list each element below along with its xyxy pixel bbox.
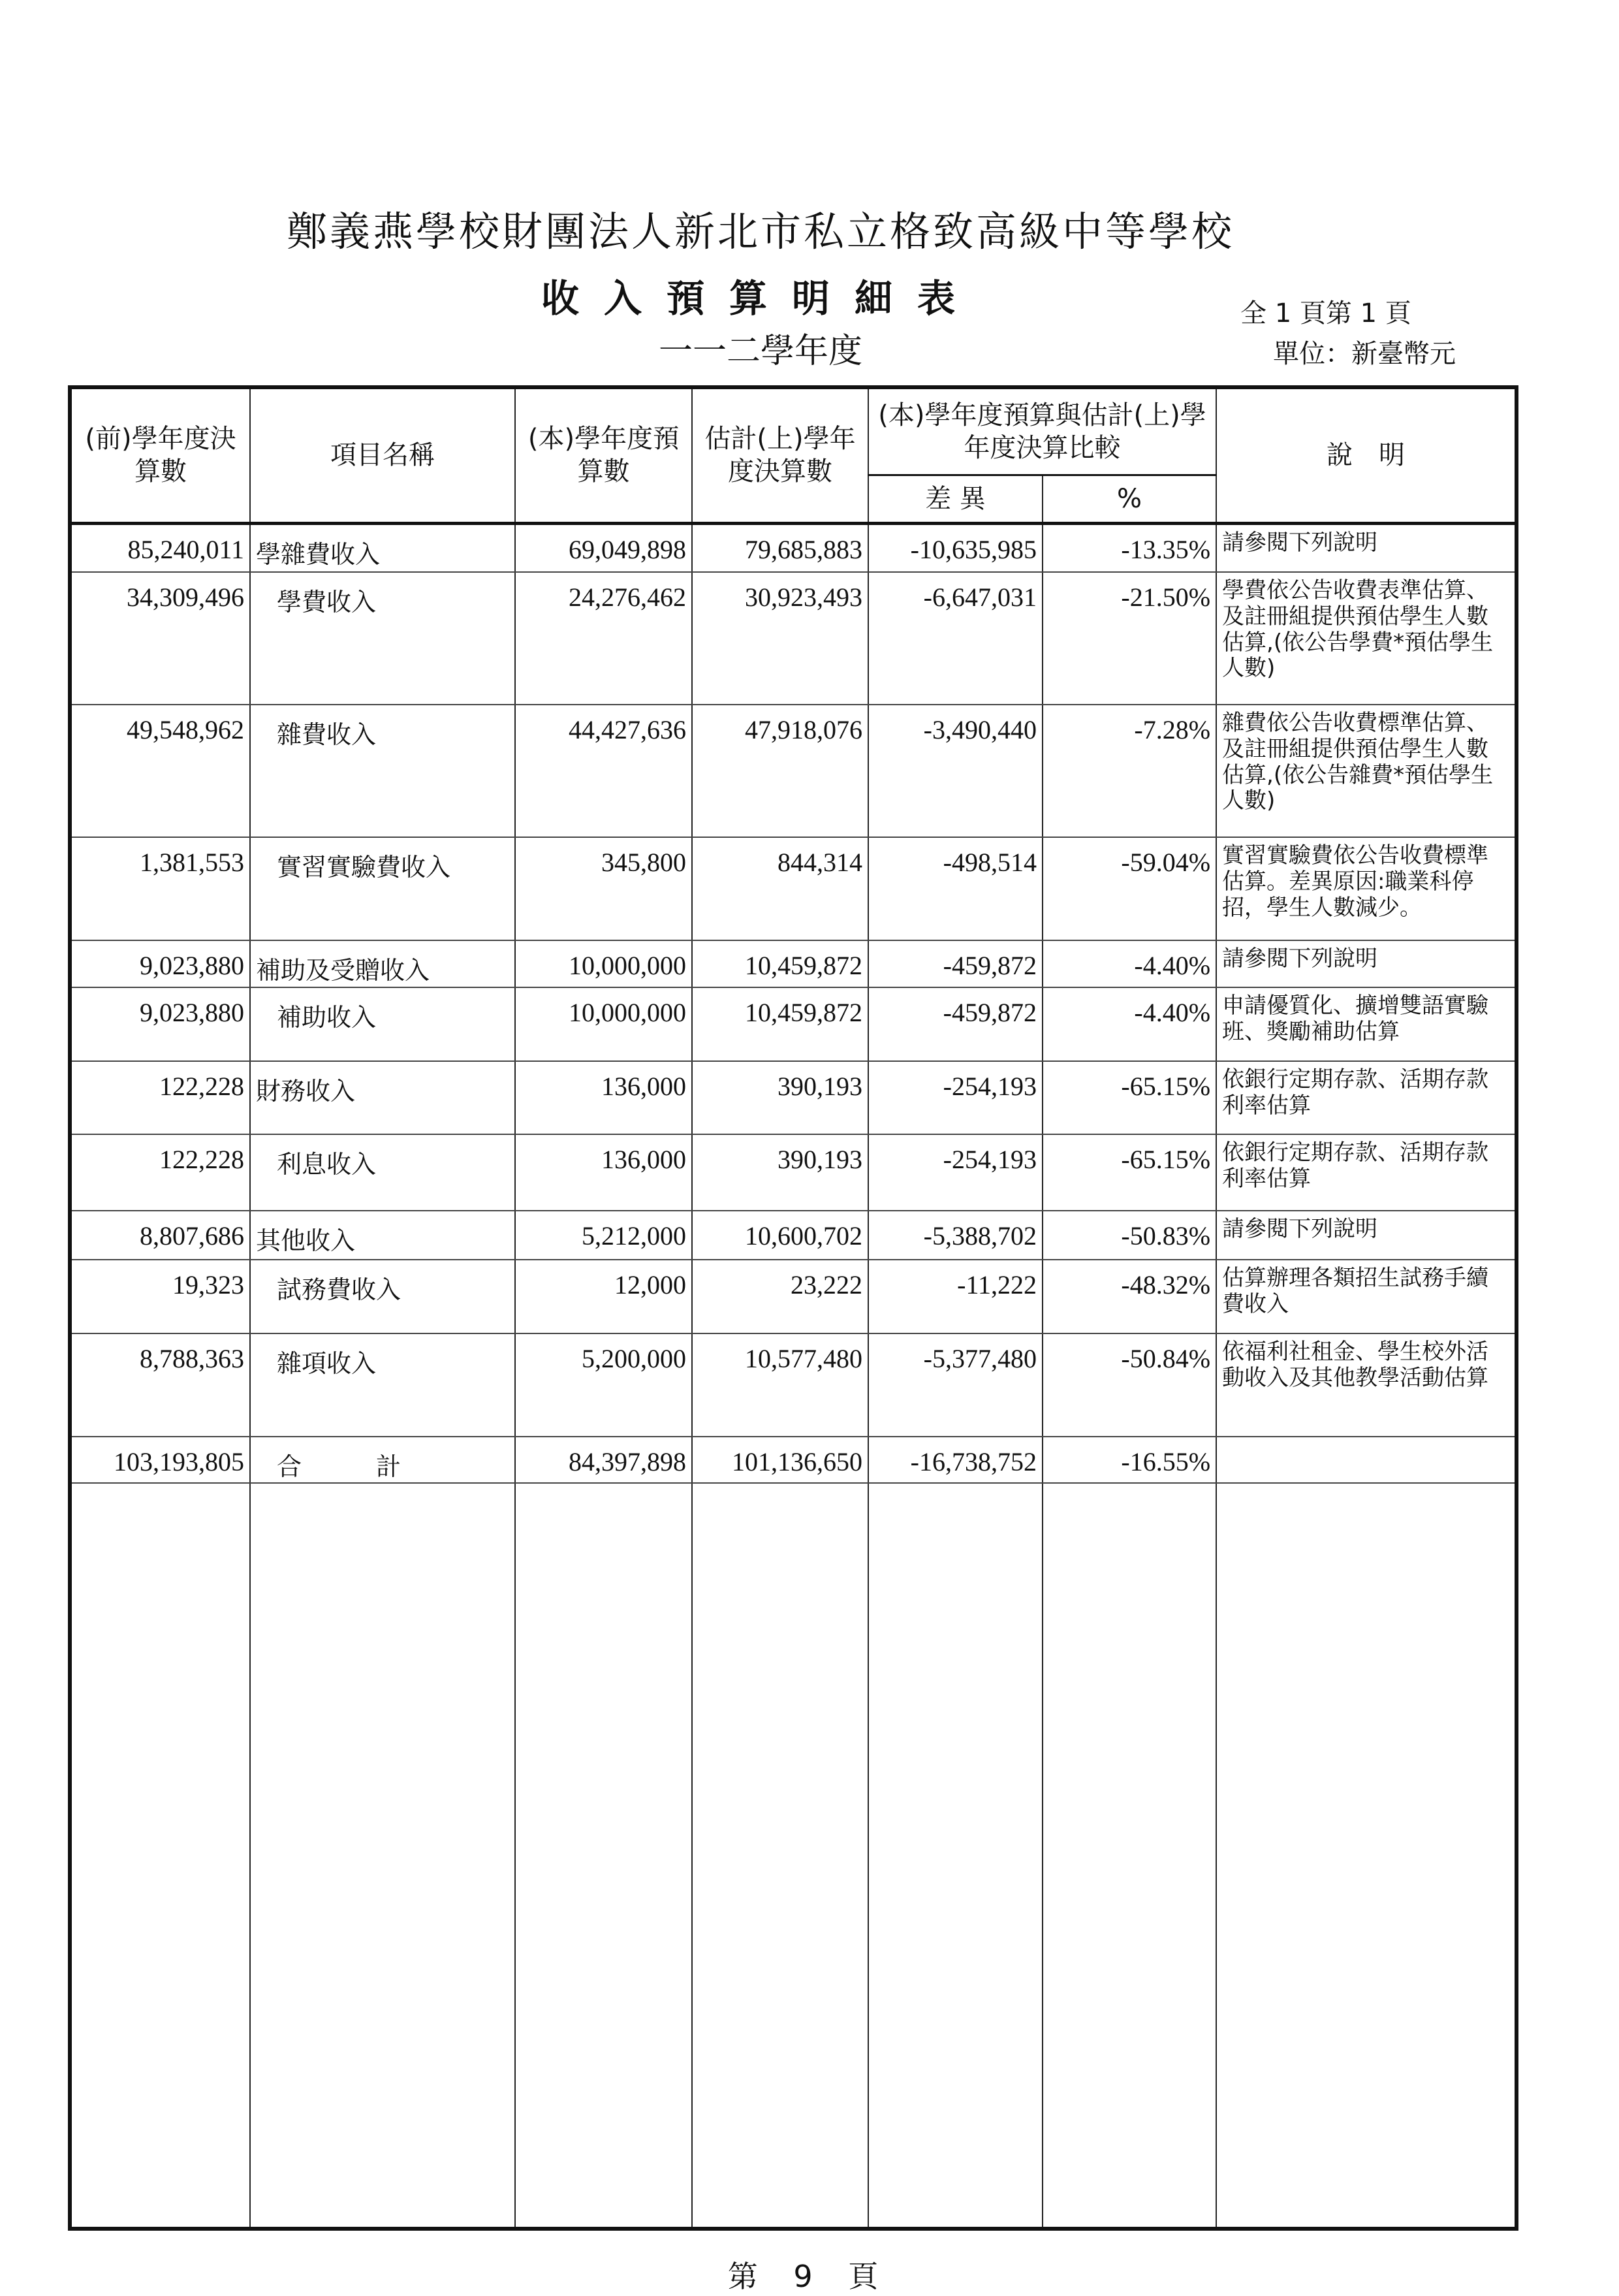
pct-cell: -50.83% xyxy=(1043,1211,1216,1260)
item-name-cell: 雜項收入 xyxy=(250,1333,515,1437)
note-cell: 請參閱下列說明 xyxy=(1216,523,1517,572)
pct-cell: -65.15% xyxy=(1043,1061,1216,1134)
est-actual-cell: 10,600,702 xyxy=(692,1211,868,1260)
prev-actual-cell: 9,023,880 xyxy=(70,940,250,987)
col-prev-actual: (前)學年度決算數 xyxy=(70,387,250,523)
empty-cell xyxy=(70,1483,250,2229)
note-cell: 依銀行定期存款、活期存款利率估算 xyxy=(1216,1134,1517,1211)
note-cell: 申請優質化、擴增雙語實驗班、獎勵補助估算 xyxy=(1216,987,1517,1061)
item-name-cell: 補助收入 xyxy=(250,987,515,1061)
empty-cell xyxy=(250,1483,515,2229)
note-cell: 依銀行定期存款、活期存款利率估算 xyxy=(1216,1061,1517,1134)
empty-filler-row xyxy=(70,1483,1517,2229)
empty-cell xyxy=(515,1483,692,2229)
prev-actual-cell: 9,023,880 xyxy=(70,987,250,1061)
note-cell: 請參閱下列說明 xyxy=(1216,940,1517,987)
item-name-cell: 合 計 xyxy=(250,1437,515,1483)
document-title: 鄭義燕學校財團法人新北市私立格致高級中等學校 xyxy=(286,208,1234,255)
note-cell: 依福利社租金、學生校外活動收入及其他教學活動估算 xyxy=(1216,1333,1517,1437)
diff-cell: -254,193 xyxy=(868,1061,1043,1134)
revenue-budget-table xyxy=(68,385,1518,2231)
pct-cell: -48.32% xyxy=(1043,1260,1216,1333)
budget-cell: 24,276,462 xyxy=(515,572,692,705)
item-name-cell: 其他收入 xyxy=(250,1211,515,1260)
est-actual-cell: 30,923,493 xyxy=(692,572,868,705)
empty-cell xyxy=(1043,1483,1216,2229)
budget-cell: 345,800 xyxy=(515,837,692,940)
col-budget: (本)學年度預算數 xyxy=(515,387,692,523)
document-subtitle: 收入預算明細表 xyxy=(541,276,980,321)
prev-actual-cell: 19,323 xyxy=(70,1260,250,1333)
budget-cell: 12,000 xyxy=(515,1260,692,1333)
pct-cell: -4.40% xyxy=(1043,987,1216,1061)
table-row xyxy=(70,523,1517,572)
est-actual-cell: 390,193 xyxy=(692,1134,868,1211)
table-row xyxy=(70,1134,1517,1211)
pct-cell: -7.28% xyxy=(1043,705,1216,837)
item-name-cell: 學費收入 xyxy=(250,572,515,705)
diff-cell: -16,738,752 xyxy=(868,1437,1043,1483)
fiscal-year: 一一二學年度 xyxy=(658,332,862,371)
diff-cell: -459,872 xyxy=(868,987,1043,1061)
empty-cell xyxy=(692,1483,868,2229)
prev-actual-cell: 103,193,805 xyxy=(70,1437,250,1483)
pct-cell: -21.50% xyxy=(1043,572,1216,705)
pct-cell: -16.55% xyxy=(1043,1437,1216,1483)
item-name-cell: 試務費收入 xyxy=(250,1260,515,1333)
prev-actual-cell: 122,228 xyxy=(70,1061,250,1134)
budget-cell: 84,397,898 xyxy=(515,1437,692,1483)
table-row xyxy=(70,1333,1517,1437)
col-est-actual: 估計(上)學年度決算數 xyxy=(692,387,868,523)
col-pct: % xyxy=(1043,475,1216,523)
budget-cell: 136,000 xyxy=(515,1061,692,1134)
table-row xyxy=(70,1211,1517,1260)
prev-actual-cell: 1,381,553 xyxy=(70,837,250,940)
est-actual-cell: 23,222 xyxy=(692,1260,868,1333)
pct-cell: -50.84% xyxy=(1043,1333,1216,1437)
table-row xyxy=(70,987,1517,1061)
prev-actual-cell: 8,807,686 xyxy=(70,1211,250,1260)
empty-cell xyxy=(868,1483,1043,2229)
note-cell: 雜費依公告收費標準估算、及註冊組提供預估學生人數估算,(依公告雜費*預估學生人數) xyxy=(1216,705,1517,837)
est-actual-cell: 101,136,650 xyxy=(692,1437,868,1483)
prev-actual-cell: 122,228 xyxy=(70,1134,250,1211)
prev-actual-cell: 8,788,363 xyxy=(70,1333,250,1437)
diff-cell: -498,514 xyxy=(868,837,1043,940)
table-row xyxy=(70,1061,1517,1134)
pct-cell: -65.15% xyxy=(1043,1134,1216,1211)
prev-actual-cell: 34,309,496 xyxy=(70,572,250,705)
col-diff: 差 異 xyxy=(868,475,1043,523)
table-row xyxy=(70,940,1517,987)
budget-cell: 136,000 xyxy=(515,1134,692,1211)
item-name-cell: 學雜費收入 xyxy=(250,523,515,572)
item-name-cell: 財務收入 xyxy=(250,1061,515,1134)
diff-cell: -5,388,702 xyxy=(868,1211,1043,1260)
budget-cell: 10,000,000 xyxy=(515,940,692,987)
est-actual-cell: 10,459,872 xyxy=(692,987,868,1061)
col-item-name: 項目名稱 xyxy=(250,387,515,523)
budget-cell: 44,427,636 xyxy=(515,705,692,837)
diff-cell: -10,635,985 xyxy=(868,523,1043,572)
est-actual-cell: 47,918,076 xyxy=(692,705,868,837)
diff-cell: -6,647,031 xyxy=(868,572,1043,705)
diff-cell: -5,377,480 xyxy=(868,1333,1043,1437)
diff-cell: -254,193 xyxy=(868,1134,1043,1211)
est-actual-cell: 844,314 xyxy=(692,837,868,940)
note-cell xyxy=(1216,1437,1517,1483)
budget-cell: 5,212,000 xyxy=(515,1211,692,1260)
item-name-cell: 補助及受贈收入 xyxy=(250,940,515,987)
budget-cell: 10,000,000 xyxy=(515,987,692,1061)
item-name-cell: 利息收入 xyxy=(250,1134,515,1211)
empty-cell xyxy=(1216,1483,1517,2229)
item-name-cell: 雜費收入 xyxy=(250,705,515,837)
note-cell: 估算辦理各類招生試務手續費收入 xyxy=(1216,1260,1517,1333)
diff-cell: -3,490,440 xyxy=(868,705,1043,837)
diff-cell: -11,222 xyxy=(868,1260,1043,1333)
col-comparison: (本)學年度預算與估計(上)學年度決算比較 xyxy=(868,387,1216,475)
diff-cell: -459,872 xyxy=(868,940,1043,987)
est-actual-cell: 79,685,883 xyxy=(692,523,868,572)
table-row xyxy=(70,705,1517,837)
note-cell: 學費依公告收費表準估算、及註冊組提供預估學生人數估算,(依公告學費*預估學生人數) xyxy=(1216,572,1517,705)
table-row xyxy=(70,1260,1517,1333)
table-row xyxy=(70,837,1517,940)
budget-cell: 5,200,000 xyxy=(515,1333,692,1437)
note-cell: 實習實驗費依公告收費標準估算。差異原因:職業科停招，學生人數減少。 xyxy=(1216,837,1517,940)
page-info: 全 1 頁第 1 頁 xyxy=(1240,298,1411,328)
pct-cell: -59.04% xyxy=(1043,837,1216,940)
prev-actual-cell: 85,240,011 xyxy=(70,523,250,572)
col-note: 說 明 xyxy=(1216,387,1517,523)
pct-cell: -4.40% xyxy=(1043,940,1216,987)
est-actual-cell: 390,193 xyxy=(692,1061,868,1134)
budget-cell: 69,049,898 xyxy=(515,523,692,572)
est-actual-cell: 10,577,480 xyxy=(692,1333,868,1437)
table-row xyxy=(70,572,1517,705)
est-actual-cell: 10,459,872 xyxy=(692,940,868,987)
table-row xyxy=(70,1437,1517,1483)
note-cell: 請參閱下列說明 xyxy=(1216,1211,1517,1260)
item-name-cell: 實習實驗費收入 xyxy=(250,837,515,940)
prev-actual-cell: 49,548,962 xyxy=(70,705,250,837)
page-number: 第 9 頁 xyxy=(727,2259,892,2294)
currency-unit: 單位：新臺幣元 xyxy=(1273,339,1456,369)
pct-cell: -13.35% xyxy=(1043,523,1216,572)
